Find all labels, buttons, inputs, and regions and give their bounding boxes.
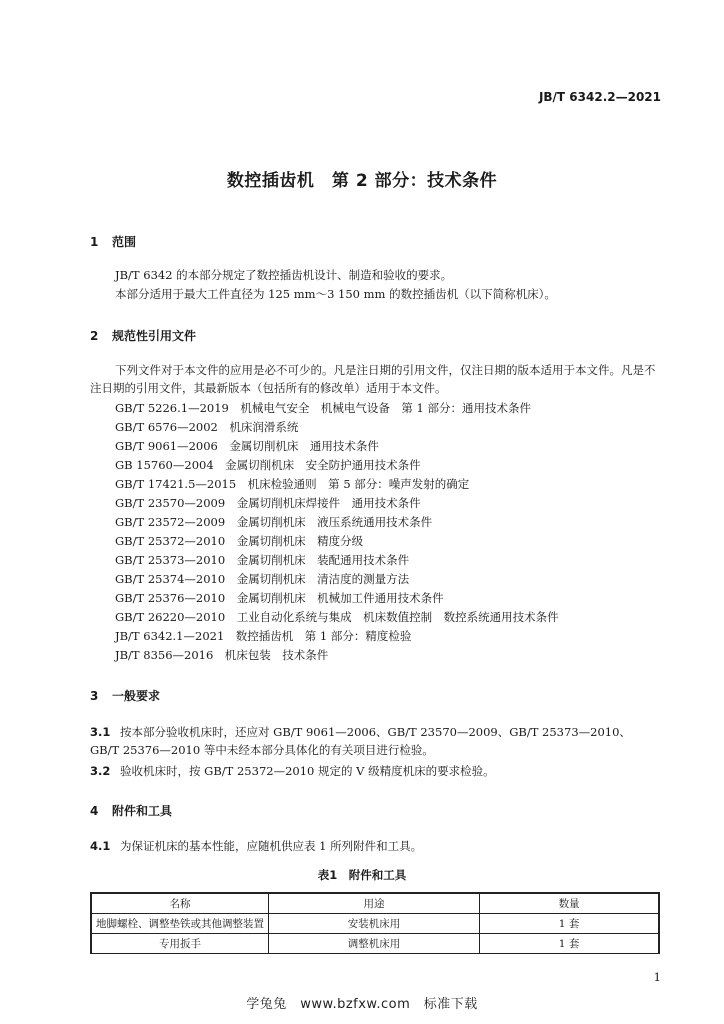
section-number: 1 xyxy=(90,235,99,249)
clause-text: 验收机床时，按 GB/T 25372—2010 规定的 V 级精度机床的要求检验。 xyxy=(120,764,495,778)
table-caption: 表1 附件和工具 xyxy=(317,868,407,882)
section-4-heading xyxy=(90,802,172,819)
section-3-heading xyxy=(90,687,160,704)
table-cell: 专用扳手 xyxy=(91,934,268,954)
reference-item: GB/T 5226.1—2019 机械电气安全 机械电气设备 第 1 部分：通用技术条件 xyxy=(115,401,531,415)
clause-text: 按本部分验收机床时，还应对 GB/T 9061—2006、GB/T 23570—2009、GB/T 25373—2010、GB/T 25376—2010 等中未经本部分具体化的有关项目进行检验。 xyxy=(90,725,631,757)
section-number: 2 xyxy=(90,329,99,343)
section-title: 规范性引用文件 xyxy=(112,329,197,343)
clause-number: 3.2 xyxy=(90,764,111,778)
reference-item: GB/T 25373—2010 金属切削机床 装配通用技术条件 xyxy=(115,553,410,567)
section-1-heading xyxy=(90,233,136,250)
reference-item: GB/T 9061—2006 金属切削机床 通用技术条件 xyxy=(115,439,379,453)
section-title: 范围 xyxy=(112,235,137,249)
reference-item: JB/T 6342.1—2021 数控插齿机 第 1 部分：精度检验 xyxy=(115,629,412,643)
reference-item: GB/T 25372—2010 金属切削机床 精度分级 xyxy=(115,534,364,548)
reference-item: GB/T 23570—2009 金属切削机床焊接件 通用技术条件 xyxy=(115,496,421,510)
section-number: 4 xyxy=(90,804,99,818)
table-row xyxy=(91,914,659,934)
section-title: 一般要求 xyxy=(112,689,161,703)
page-number: 1 xyxy=(653,970,661,984)
reference-item: GB/T 25376—2010 金属切削机床 机械加工件通用技术条件 xyxy=(115,591,444,605)
table-cell: 地脚螺栓、调整垫铁或其他调整装置 xyxy=(91,914,268,934)
reference-item: GB/T 25374—2010 金属切削机床 清洁度的测量方法 xyxy=(115,572,410,586)
document-title: 数控插齿机 第 2 部分：技术条件 xyxy=(226,171,498,191)
column-header: 名称 xyxy=(91,893,268,914)
section-2-heading xyxy=(90,327,196,344)
document-number: JB/T 6342.2—2021 xyxy=(538,90,661,104)
clause-text: 为保证机床的基本性能，应随机供应表 1 所列附件和工具。 xyxy=(120,839,423,853)
reference-item: GB/T 26220—2010 工业自动化系统与集成 机床数值控制 数控系统通用技术条件 xyxy=(115,610,559,624)
table-header-row xyxy=(91,893,659,914)
column-header: 用途 xyxy=(268,893,479,914)
reference-item: GB/T 23572—2009 金属切削机床 液压系统通用技术条件 xyxy=(115,515,433,529)
section-number: 3 xyxy=(90,689,99,703)
table-cell: 安装机床用 xyxy=(268,914,479,934)
clause-number: 4.1 xyxy=(90,839,111,853)
watermark-text: 学兔兔 www.bzfxw.com 标准下载 xyxy=(246,997,478,1012)
table-cell: 1 套 xyxy=(480,914,659,934)
column-header: 数量 xyxy=(480,893,659,914)
section-title: 附件和工具 xyxy=(112,804,173,818)
clause-3-1 xyxy=(90,723,658,759)
paragraph: JB/T 6342 的本部分规定了数控插齿机设计、制造和验收的要求。 xyxy=(115,268,453,282)
table-cell: 调整机床用 xyxy=(268,934,479,954)
table-cell: 1 套 xyxy=(480,934,659,954)
accessories-table xyxy=(90,892,660,954)
paragraph: 本部分适用于最大工件直径为 125 mm～3 150 mm 的数控插齿机（以下简称机床）。 xyxy=(115,287,556,301)
table-row xyxy=(91,934,659,954)
clause-number: 3.1 xyxy=(90,725,111,739)
reference-item: GB/T 17421.5—2015 机床检验通则 第 5 部分：噪声发射的确定 xyxy=(115,477,470,491)
clause-3-2 xyxy=(90,762,658,780)
reference-item: GB 15760—2004 金属切削机床 安全防护通用技术条件 xyxy=(115,458,421,472)
paragraph: 下列文件对于本文件的应用是必不可少的。凡是注日期的引用文件，仅注日期的版本适用于本文件。凡是不注日期的引用文件，其最新版本（包括所有的修改单）适用于本文件。 xyxy=(90,363,656,395)
reference-item: JB/T 8356—2016 机床包装 技术条件 xyxy=(115,648,329,662)
reference-item: GB/T 6576—2002 机床润滑系统 xyxy=(115,420,299,434)
clause-4-1 xyxy=(90,837,658,855)
